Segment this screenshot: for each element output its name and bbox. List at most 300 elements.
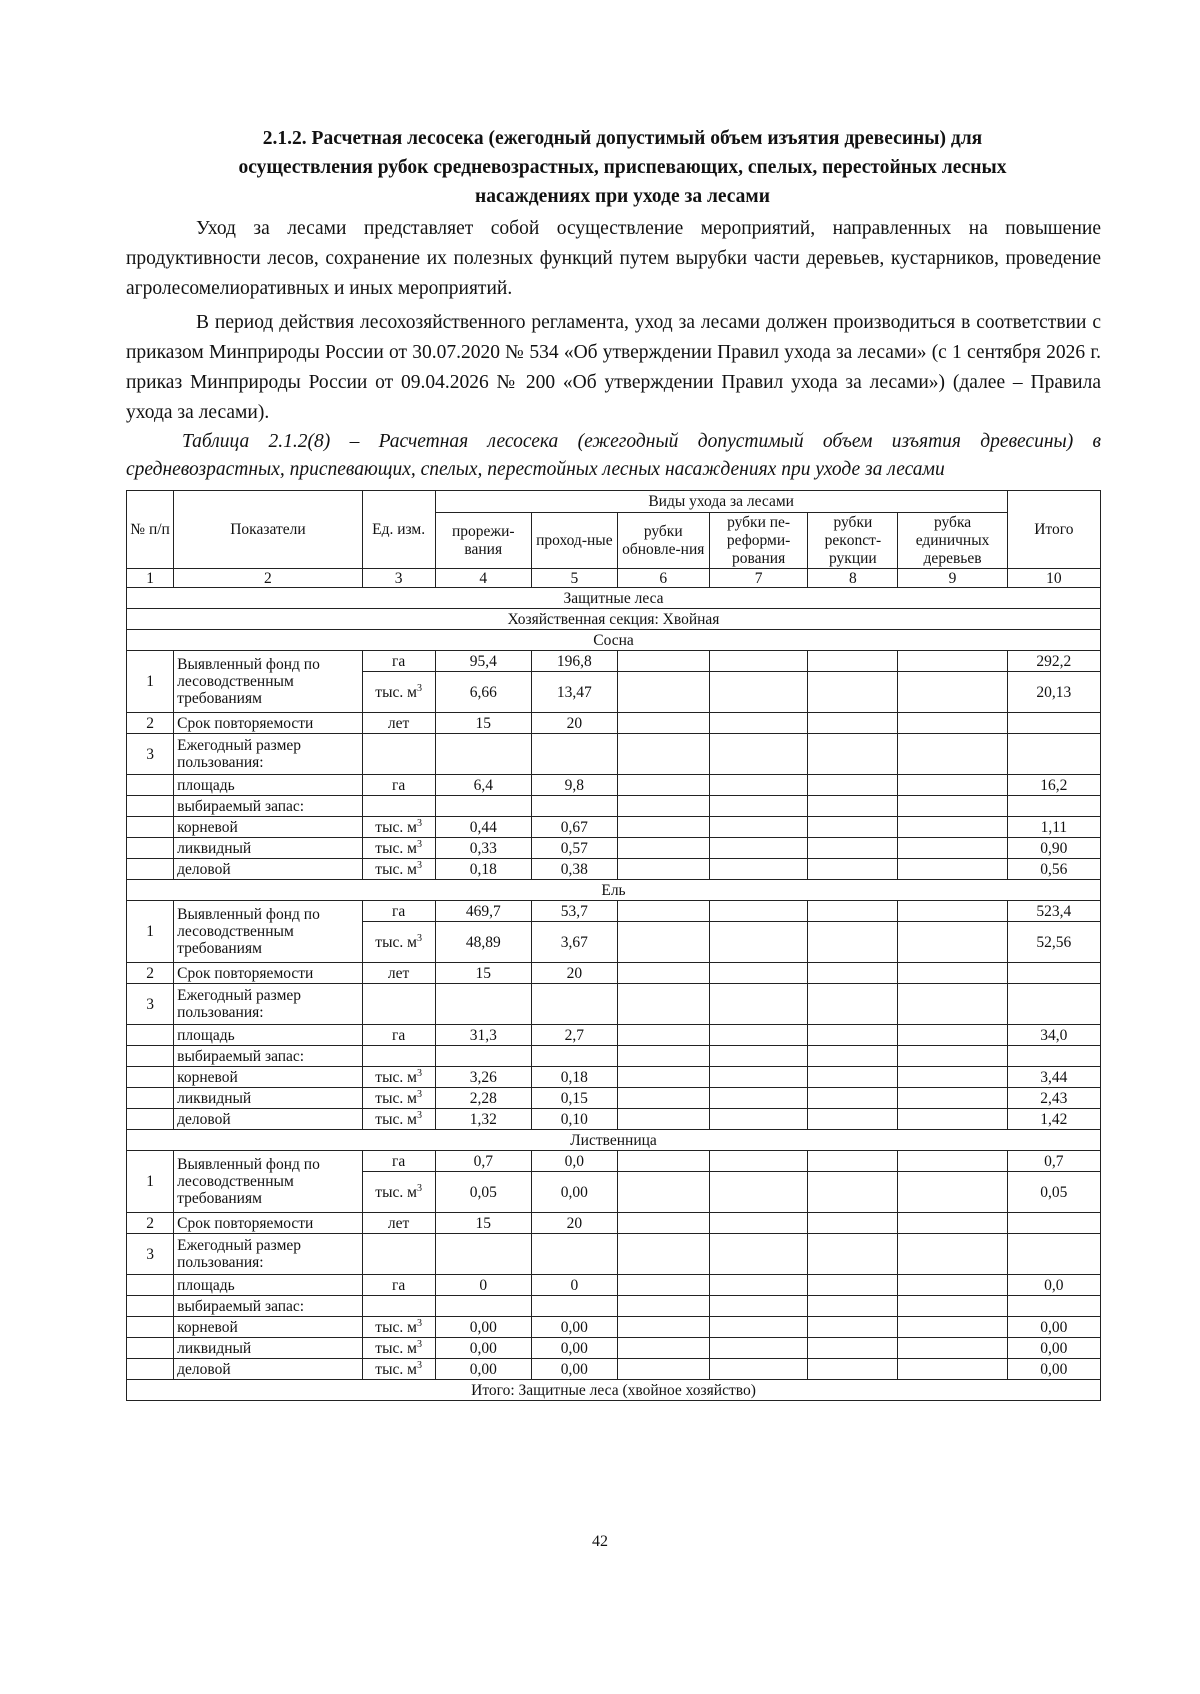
row-num: 3 <box>127 984 174 1025</box>
empty-cell <box>808 1172 898 1213</box>
fund-m3-passage: 13,47 <box>531 672 617 713</box>
unit-m3: тыс. $м^3$ <box>362 1338 435 1359</box>
area-total: 34,0 <box>1007 1025 1100 1046</box>
species-name-row: Лиственница <box>127 1130 1101 1151</box>
fund-m3-passage: 0,00 <box>531 1172 617 1213</box>
fund-ha-passage: 53,7 <box>531 901 617 922</box>
fund-ha-total: 292,2 <box>1007 651 1100 672</box>
empty-cell <box>898 1213 1007 1234</box>
empty-cell <box>709 1213 808 1234</box>
liquid-thinning: 0,00 <box>435 1338 531 1359</box>
empty-cell <box>617 713 709 734</box>
empty-cell <box>1007 1234 1100 1275</box>
liquid-thinning: 2,28 <box>435 1088 531 1109</box>
species-1-stock-row <box>127 1046 1101 1067</box>
empty-cell <box>808 922 898 963</box>
empty-cell <box>709 1275 808 1296</box>
empty-cell <box>127 1025 174 1046</box>
label-business: деловой <box>174 859 363 880</box>
empty-cell <box>808 1025 898 1046</box>
empty-cell <box>808 1234 898 1275</box>
heading-line-2: осуществления рубок средневозрастных, приспевающих, спелых, перестойных лесных <box>238 157 1007 178</box>
col-number: 8 <box>808 569 898 588</box>
liquid-thinning: 0,33 <box>435 838 531 859</box>
unit-m3: тыс. $м^3$ <box>362 1172 435 1213</box>
area-total: 0,0 <box>1007 1275 1100 1296</box>
empty-cell <box>362 1234 435 1275</box>
empty-cell <box>709 713 808 734</box>
empty-cell <box>127 838 174 859</box>
liquid-total: 0,00 <box>1007 1338 1100 1359</box>
species-2-area-row <box>127 1275 1101 1296</box>
empty-cell <box>709 963 808 984</box>
fund-m3-thinning: 0,05 <box>435 1172 531 1213</box>
empty-cell <box>709 1338 808 1359</box>
label-area: площадь <box>174 1025 363 1046</box>
empty-cell <box>709 672 808 713</box>
species-2-root-row <box>127 1317 1101 1338</box>
area-passage: 0 <box>531 1275 617 1296</box>
empty-cell <box>531 1234 617 1275</box>
empty-cell <box>898 1109 1007 1130</box>
period-passage: 20 <box>531 963 617 984</box>
species-1-root-row <box>127 1067 1101 1088</box>
empty-cell <box>617 1275 709 1296</box>
area-total: 16,2 <box>1007 775 1100 796</box>
empty-cell <box>531 796 617 817</box>
business-total: 1,42 <box>1007 1109 1100 1130</box>
empty-cell <box>617 922 709 963</box>
empty-cell <box>898 1296 1007 1317</box>
species-0-business-row <box>127 859 1101 880</box>
label-liquid: ликвидный <box>174 1088 363 1109</box>
empty-cell <box>709 838 808 859</box>
empty-cell <box>362 1296 435 1317</box>
unit-m3: тыс. $м^3$ <box>362 859 435 880</box>
empty-cell <box>1007 734 1100 775</box>
empty-cell <box>898 1067 1007 1088</box>
fund-ha-passage: 196,8 <box>531 651 617 672</box>
label-area: площадь <box>174 775 363 796</box>
root-thinning: 0,00 <box>435 1317 531 1338</box>
species-name-row: Ель <box>127 880 1101 901</box>
empty-cell <box>898 1151 1007 1172</box>
header-col-reformation: рубки пе-реформи-рования <box>709 513 808 569</box>
fund-m3-passage: 3,67 <box>531 922 617 963</box>
empty-cell <box>127 775 174 796</box>
unit-ha: га <box>362 651 435 672</box>
empty-cell <box>617 1088 709 1109</box>
label-area: площадь <box>174 1275 363 1296</box>
empty-cell <box>531 734 617 775</box>
row-num: 1 <box>127 1151 174 1213</box>
species-1-annual-row <box>127 984 1101 1025</box>
label-liquid: ликвидный <box>174 838 363 859</box>
allowable-cut-table <box>126 490 1101 1401</box>
col-number: 1 <box>127 569 174 588</box>
empty-cell <box>617 1234 709 1275</box>
label-root: корневой <box>174 1317 363 1338</box>
species-1-period-row <box>127 963 1101 984</box>
root-passage: 0,18 <box>531 1067 617 1088</box>
empty-cell <box>362 796 435 817</box>
header-num: № п/п <box>127 491 174 569</box>
table-caption: Таблица 2.1.2(8) – Расчетная лесосека (ежегодный допустимый объем изъятия древесины) в средневозрастных, приспевающих, спелых, перестойных лесных насаждениях при уходе за лесами <box>126 431 1101 480</box>
root-total: 0,00 <box>1007 1317 1100 1338</box>
empty-cell <box>531 1046 617 1067</box>
empty-cell <box>808 1296 898 1317</box>
business-thinning: 0,00 <box>435 1359 531 1380</box>
period-thinning: 15 <box>435 963 531 984</box>
unit-m3: тыс. $м^3$ <box>362 672 435 713</box>
species-2-business-row <box>127 1359 1101 1380</box>
species-1-liquid-row <box>127 1088 1101 1109</box>
empty-cell <box>709 1046 808 1067</box>
empty-cell <box>808 859 898 880</box>
empty-cell <box>808 1213 898 1234</box>
row-num: 3 <box>127 1234 174 1275</box>
empty-cell <box>617 1046 709 1067</box>
empty-cell <box>617 1213 709 1234</box>
section-heading <box>150 124 1095 211</box>
unit-years: лет <box>362 1213 435 1234</box>
empty-cell <box>709 817 808 838</box>
empty-cell <box>617 859 709 880</box>
empty-cell <box>709 651 808 672</box>
empty-cell <box>531 1296 617 1317</box>
area-thinning: 31,3 <box>435 1025 531 1046</box>
empty-cell <box>898 963 1007 984</box>
empty-cell <box>1007 1213 1100 1234</box>
unit-m3: тыс. $м^3$ <box>362 817 435 838</box>
unit-ha: га <box>362 1275 435 1296</box>
liquid-passage: 0,15 <box>531 1088 617 1109</box>
empty-cell <box>617 672 709 713</box>
unit-m3: тыс. $м^3$ <box>362 1067 435 1088</box>
empty-cell <box>435 984 531 1025</box>
empty-cell <box>898 672 1007 713</box>
empty-cell <box>617 775 709 796</box>
empty-cell <box>1007 1296 1100 1317</box>
unit-years: лет <box>362 713 435 734</box>
empty-cell <box>898 859 1007 880</box>
empty-cell <box>709 1025 808 1046</box>
empty-cell <box>709 734 808 775</box>
empty-cell <box>435 1234 531 1275</box>
final-total-row: Итого: Защитные леса (хвойное хозяйство) <box>127 1380 1101 1401</box>
row-num: 2 <box>127 963 174 984</box>
column-number-row <box>127 569 1101 588</box>
empty-cell <box>808 672 898 713</box>
period-thinning: 15 <box>435 1213 531 1234</box>
species-0-root-row <box>127 817 1101 838</box>
empty-cell <box>898 838 1007 859</box>
empty-cell <box>808 1109 898 1130</box>
forest-category-row: Защитные леса <box>127 588 1101 609</box>
empty-cell <box>127 859 174 880</box>
economic-section-row: Хозяйственная секция: Хвойная <box>127 609 1101 630</box>
empty-cell <box>898 817 1007 838</box>
empty-cell <box>898 1359 1007 1380</box>
empty-cell <box>709 1172 808 1213</box>
fund-ha-passage: 0,0 <box>531 1151 617 1172</box>
root-total: 3,44 <box>1007 1067 1100 1088</box>
label-fund: Выявленный фонд по лесоводственным требованиям <box>174 1151 363 1213</box>
empty-cell <box>898 1317 1007 1338</box>
empty-cell <box>617 1338 709 1359</box>
fund-ha-thinning: 0,7 <box>435 1151 531 1172</box>
empty-cell <box>1007 796 1100 817</box>
area-thinning: 6,4 <box>435 775 531 796</box>
period-passage: 20 <box>531 713 617 734</box>
label-business: деловой <box>174 1359 363 1380</box>
liquid-passage: 0,00 <box>531 1338 617 1359</box>
label-liquid: ликвидный <box>174 1338 363 1359</box>
empty-cell <box>808 984 898 1025</box>
root-total: 1,11 <box>1007 817 1100 838</box>
empty-cell <box>617 817 709 838</box>
empty-cell <box>808 1151 898 1172</box>
empty-cell <box>898 1025 1007 1046</box>
empty-cell <box>808 838 898 859</box>
row-num: 2 <box>127 713 174 734</box>
empty-cell <box>898 1338 1007 1359</box>
empty-cell <box>617 1067 709 1088</box>
unit-m3: тыс. $м^3$ <box>362 838 435 859</box>
unit-m3: тыс. $м^3$ <box>362 1088 435 1109</box>
unit-m3: тыс. $м^3$ <box>362 922 435 963</box>
unit-ha: га <box>362 1025 435 1046</box>
col-number: 10 <box>1007 569 1100 588</box>
empty-cell <box>127 1317 174 1338</box>
label-fund: Выявленный фонд по лесоводственным требованиям <box>174 901 363 963</box>
col-number: 2 <box>174 569 363 588</box>
col-number: 9 <box>898 569 1007 588</box>
empty-cell <box>127 1359 174 1380</box>
empty-cell <box>898 984 1007 1025</box>
area-passage: 9,8 <box>531 775 617 796</box>
header-col-thinning: прорежи-вания <box>435 513 531 569</box>
species-1-business-row <box>127 1109 1101 1130</box>
empty-cell <box>898 713 1007 734</box>
empty-cell <box>531 984 617 1025</box>
species-0-liquid-row <box>127 838 1101 859</box>
species-2-annual-row <box>127 1234 1101 1275</box>
empty-cell <box>808 901 898 922</box>
empty-cell <box>898 1172 1007 1213</box>
empty-cell <box>127 1338 174 1359</box>
empty-cell <box>709 984 808 1025</box>
empty-cell <box>617 901 709 922</box>
empty-cell <box>898 901 1007 922</box>
empty-cell <box>808 1338 898 1359</box>
empty-cell <box>127 1109 174 1130</box>
unit-ha: га <box>362 775 435 796</box>
species-1-area-row <box>127 1025 1101 1046</box>
empty-cell <box>1007 713 1100 734</box>
empty-cell <box>127 1088 174 1109</box>
empty-cell <box>709 1317 808 1338</box>
species-0-stock-row <box>127 796 1101 817</box>
label-annual: Ежегодный размер пользования: <box>174 984 363 1025</box>
label-stock: выбираемый запас: <box>174 1296 363 1317</box>
header-total: Итого <box>1007 491 1100 569</box>
empty-cell <box>898 922 1007 963</box>
page-number: 42 <box>592 1533 608 1550</box>
unit-ha: га <box>362 901 435 922</box>
empty-cell <box>709 859 808 880</box>
root-passage: 0,67 <box>531 817 617 838</box>
empty-cell <box>709 796 808 817</box>
empty-cell <box>808 1359 898 1380</box>
empty-cell <box>617 838 709 859</box>
empty-cell <box>362 984 435 1025</box>
species-0-fund-ha-row <box>127 651 1101 672</box>
col-number: 5 <box>531 569 617 588</box>
fund-m3-total: 52,56 <box>1007 922 1100 963</box>
label-annual: Ежегодный размер пользования: <box>174 1234 363 1275</box>
species-2-fund-ha-row <box>127 1151 1101 1172</box>
row-num: 2 <box>127 1213 174 1234</box>
business-passage: 0,10 <box>531 1109 617 1130</box>
liquid-passage: 0,57 <box>531 838 617 859</box>
unit-ha: га <box>362 1151 435 1172</box>
empty-cell <box>808 1317 898 1338</box>
header-indicators: Показатели <box>174 491 363 569</box>
unit-m3: тыс. $м^3$ <box>362 1317 435 1338</box>
label-fund: Выявленный фонд по лесоводственным требованиям <box>174 651 363 713</box>
empty-cell <box>617 984 709 1025</box>
empty-cell <box>617 1172 709 1213</box>
header-unit: Ед. изм. <box>362 491 435 569</box>
empty-cell <box>808 817 898 838</box>
empty-cell <box>435 1046 531 1067</box>
empty-cell <box>898 1088 1007 1109</box>
col-number: 6 <box>617 569 709 588</box>
header-col-single-trees: рубка единичных деревьев <box>898 513 1007 569</box>
row-num: 1 <box>127 901 174 963</box>
empty-cell <box>808 963 898 984</box>
root-thinning: 0,44 <box>435 817 531 838</box>
empty-cell <box>617 1109 709 1130</box>
empty-cell <box>127 796 174 817</box>
empty-cell <box>808 775 898 796</box>
empty-cell <box>127 1275 174 1296</box>
empty-cell <box>898 1275 1007 1296</box>
business-total: 0,56 <box>1007 859 1100 880</box>
row-num: 1 <box>127 651 174 713</box>
empty-cell <box>898 651 1007 672</box>
empty-cell <box>127 1296 174 1317</box>
paragraph-forest-care: Уход за лесами представляет собой осуществление мероприятий, направленных на повышение продуктивности лесов, сохранение их полезных функций путем вырубки части деревьев, кустарников, проведение агролесомелиоративных и иных мероприятий. <box>126 218 1101 299</box>
col-number: 3 <box>362 569 435 588</box>
empty-cell <box>709 1067 808 1088</box>
label-stock: выбираемый запас: <box>174 1046 363 1067</box>
empty-cell <box>808 1275 898 1296</box>
fund-ha-total: 0,7 <box>1007 1151 1100 1172</box>
empty-cell <box>709 1109 808 1130</box>
period-thinning: 15 <box>435 713 531 734</box>
root-thinning: 3,26 <box>435 1067 531 1088</box>
species-0-annual-row <box>127 734 1101 775</box>
heading-line-3: насаждениях при уходе за лесами <box>475 186 770 207</box>
empty-cell <box>898 1046 1007 1067</box>
empty-cell <box>808 796 898 817</box>
fund-ha-thinning: 469,7 <box>435 901 531 922</box>
empty-cell <box>709 1151 808 1172</box>
label-stock: выбираемый запас: <box>174 796 363 817</box>
empty-cell <box>709 922 808 963</box>
unit-m3: тыс. $м^3$ <box>362 1109 435 1130</box>
empty-cell <box>1007 984 1100 1025</box>
empty-cell <box>808 734 898 775</box>
unit-m3: тыс. $м^3$ <box>362 1359 435 1380</box>
label-root: корневой <box>174 1067 363 1088</box>
fund-m3-total: 0,05 <box>1007 1172 1100 1213</box>
empty-cell <box>127 817 174 838</box>
empty-cell <box>617 651 709 672</box>
species-name-row: Сосна <box>127 630 1101 651</box>
area-passage: 2,7 <box>531 1025 617 1046</box>
label-period: Срок повторяемости <box>174 713 363 734</box>
empty-cell <box>709 775 808 796</box>
fund-m3-total: 20,13 <box>1007 672 1100 713</box>
empty-cell <box>898 775 1007 796</box>
header-care-types: Виды ухода за лесами <box>435 491 1007 513</box>
species-0-period-row <box>127 713 1101 734</box>
business-thinning: 0,18 <box>435 859 531 880</box>
empty-cell <box>709 1296 808 1317</box>
empty-cell <box>362 1046 435 1067</box>
empty-cell <box>435 1296 531 1317</box>
empty-cell <box>898 1234 1007 1275</box>
empty-cell <box>617 1025 709 1046</box>
liquid-total: 0,90 <box>1007 838 1100 859</box>
fund-m3-thinning: 6,66 <box>435 672 531 713</box>
empty-cell <box>808 651 898 672</box>
area-thinning: 0 <box>435 1275 531 1296</box>
empty-cell <box>435 796 531 817</box>
empty-cell <box>617 734 709 775</box>
empty-cell <box>617 796 709 817</box>
empty-cell <box>709 1088 808 1109</box>
business-passage: 0,00 <box>531 1359 617 1380</box>
label-root: корневой <box>174 817 363 838</box>
empty-cell <box>898 796 1007 817</box>
empty-cell <box>808 713 898 734</box>
empty-cell <box>617 1317 709 1338</box>
empty-cell <box>808 1046 898 1067</box>
label-period: Срок повторяемости <box>174 1213 363 1234</box>
label-business: деловой <box>174 1109 363 1130</box>
species-1-fund-ha-row <box>127 901 1101 922</box>
empty-cell <box>709 901 808 922</box>
col-number: 7 <box>709 569 808 588</box>
empty-cell <box>617 1151 709 1172</box>
empty-cell <box>1007 1046 1100 1067</box>
business-thinning: 1,32 <box>435 1109 531 1130</box>
fund-ha-total: 523,4 <box>1007 901 1100 922</box>
unit-years: лет <box>362 963 435 984</box>
empty-cell <box>435 734 531 775</box>
empty-cell <box>127 1046 174 1067</box>
paragraph-regulation: В период действия лесохозяйственного регламента, уход за лесами должен производиться в соответствии с приказом Минприроды России от 30.07.2020 № 534 «Об утверждении Правил ухода за лесами» (с 1 сентября 2026 г. приказ Минприроды России от 09.04.2026 № 200 «Об утверждении Правил ухода за лесами») (далее – Правила ухода за лесами). <box>126 312 1101 423</box>
heading-line-1: 2.1.2. Расчетная лесосека (ежегодный допустимый объем изъятия древесины) для <box>262 128 983 149</box>
empty-cell <box>617 963 709 984</box>
label-period: Срок повторяемости <box>174 963 363 984</box>
empty-cell <box>1007 963 1100 984</box>
fund-ha-thinning: 95,4 <box>435 651 531 672</box>
